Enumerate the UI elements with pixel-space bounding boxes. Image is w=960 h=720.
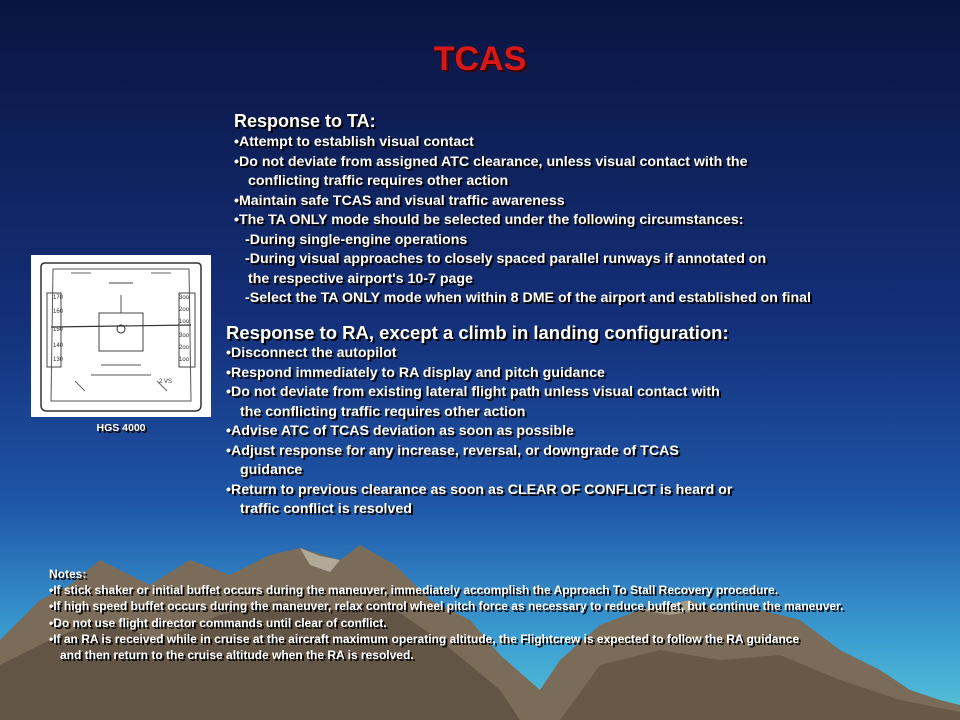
ta-subitem: -During visual approaches to closely spaced parallel runways if annotated on: [245, 251, 767, 267]
hgs-altitude-tick: 3oo: [179, 333, 190, 339]
hgs-caption: HGS 4000: [96, 422, 146, 434]
hgs-vs-label: 2 VS: [159, 379, 173, 385]
ta-item: •The TA ONLY mode should be selected under the following circumstances:: [234, 212, 744, 228]
ta-heading: Response to TA:: [234, 111, 376, 131]
ra-item: •Respond immediately to RA display and pitch guidance: [226, 364, 605, 381]
ta-subitem: -During single-engine operations: [245, 231, 468, 248]
notes-list: [49, 582, 843, 663]
hgs-display-image: [31, 255, 211, 417]
ra-heading: Response to RA, except a climb in landing configuration:: [226, 322, 729, 343]
ra-item: •Do not deviate from existing lateral flight path unless visual contact with: [226, 384, 720, 400]
hgs-display-drawing: [31, 255, 211, 417]
note-item: •If stick shaker or initial buffet occurs during the maneuver, immediately accomplish the Approach To Stall Recovery procedure.: [49, 583, 779, 597]
ta-subitem-continuation: the respective airport's 10-7 page: [248, 270, 473, 287]
ta-item-continuation: conflicting traffic requires other action: [248, 173, 509, 189]
ta-item: •Do not deviate from assigned ATC clearance, unless visual contact with the: [234, 153, 748, 170]
hgs-altitude-tick: 1oo: [179, 357, 190, 363]
slide-title: TCAS: [433, 40, 527, 78]
hgs-speed-tick: 150: [53, 327, 64, 333]
ra-item: •Advise ATC of TCAS deviation as soon as possible: [226, 423, 574, 439]
note-item: •If an RA is received while in cruise at the aircraft maximum operating altitude, the Flightcrew is expected to follow the RA guidance: [49, 631, 800, 646]
note-item: •If high speed buffet occurs during the maneuver, relax control wheel pitch force as necessary to reduce buffet, but continue the maneuver.: [49, 599, 844, 614]
hgs-speed-tick: 130: [53, 357, 64, 363]
notes-title: Notes:: [49, 567, 87, 581]
ra-item: •Disconnect the autopilot: [226, 345, 397, 361]
ta-item: •Maintain safe TCAS and visual traffic awareness: [234, 192, 565, 209]
ta-response-section: [234, 110, 811, 309]
note-item: •Do not use flight director commands until clear of conflict.: [49, 615, 387, 630]
notes-section: [49, 566, 843, 663]
ta-item: •Attempt to establish visual contact: [234, 134, 474, 150]
hgs-altitude-tick: 2oo: [179, 345, 190, 351]
ra-item-continuation: guidance: [240, 462, 303, 478]
ra-item: •Adjust response for any increase, reversal, or downgrade of TCAS: [226, 442, 679, 459]
ra-item: •Return to previous clearance as soon as CLEAR OF CONFLICT is heard or: [226, 481, 733, 498]
ra-response-section: [226, 322, 732, 520]
ra-list: [226, 344, 732, 520]
note-item-continuation: and then return to the cruise altitude when the RA is resolved.: [60, 648, 414, 663]
ra-item-continuation: the conflicting traffic requires other action: [240, 403, 526, 420]
hgs-speed-tick: 140: [53, 343, 64, 349]
ta-list: [234, 133, 811, 309]
ra-item-continuation: traffic conflict is resolved: [240, 501, 412, 517]
ta-subitem: -Select the TA ONLY mode when within 8 DME of the airport and established on final: [245, 290, 811, 306]
hgs-altitude-tick: 2oo: [179, 307, 190, 313]
hgs-altitude-tick: 1oo: [179, 319, 190, 325]
hgs-speed-tick: 170: [53, 295, 64, 301]
hgs-altitude-tick: 3oo: [179, 295, 190, 301]
hgs-speed-tick: 160: [53, 309, 64, 315]
